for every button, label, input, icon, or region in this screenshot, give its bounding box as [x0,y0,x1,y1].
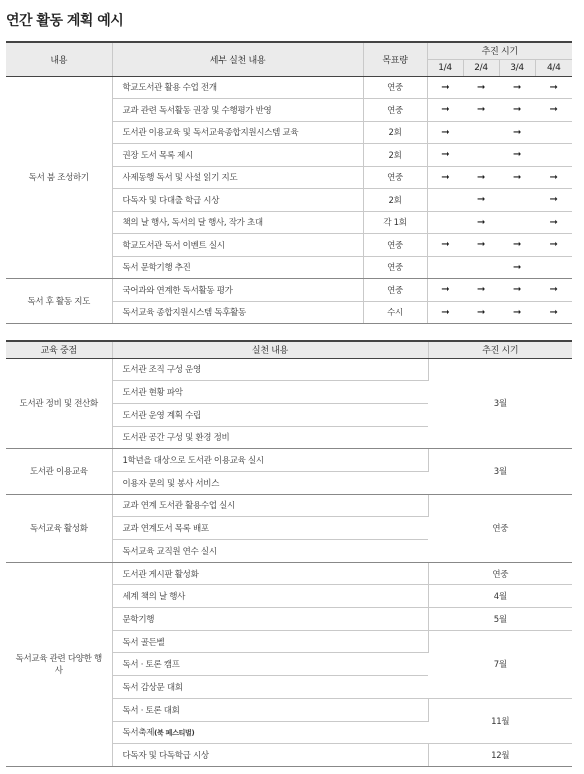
target-cell: 연중 [363,166,427,189]
arrow-icon [463,121,499,144]
arrow-icon: ➞ [499,279,535,302]
practice-cell [112,721,428,744]
practice-text: 교과 연계 도서관 활용수업 실시 [122,501,235,512]
detail-cell: 독서교육 종합지원시스템 독후활동 [112,301,363,324]
practice-text: 교과 연계도서 목록 배포 [122,524,209,535]
header-quarter: 3/4 [499,59,535,76]
arrow-icon [535,121,572,144]
arrow-icon: ➞ [427,234,463,257]
arrow-icon: ➞ [535,166,572,189]
education-focus-table [6,340,572,767]
detail-cell: 사제동행 독서 및 사설 읽기 지도 [112,166,363,189]
arrow-icon: ➞ [499,234,535,257]
header-period: 추진 시기 [427,42,572,59]
detail-cell: 책의 날 행사, 독서의 달 행사, 작가 초대 [112,211,363,234]
arrow-icon: ➞ [499,166,535,189]
period-cell: 연중 [428,494,572,562]
practice-cell [112,676,428,699]
annual-plan-table [6,41,572,324]
arrow-icon: ➞ [427,279,463,302]
focus-name: 독서교육 활성화 [6,494,112,562]
header-practice: 실천 내용 [112,341,428,358]
practice-text: 독서 감상문 대회 [122,682,183,693]
arrow-icon: ➞ [463,279,499,302]
practice-cell [112,494,428,517]
target-cell: 2회 [363,121,427,144]
arrow-icon: ➞ [535,234,572,257]
practice-cell [112,517,428,540]
focus-name: 도서관 정비 및 전산화 [6,358,112,449]
practice-cell [112,403,428,426]
target-cell: 연중 [363,234,427,257]
practice-cell [112,630,428,653]
arrow-icon [499,211,535,234]
practice-text: 도서관 현황 파악 [122,388,183,399]
period-cell: 3월 [428,449,572,494]
practice-text: 도서관 운영 계획 수립 [122,410,201,421]
arrow-icon: ➞ [535,279,572,302]
target-cell: 연중 [363,99,427,122]
practice-cell [112,744,428,767]
practice-text: 이용자 문의 및 봉사 서비스 [122,478,220,489]
period-cell: 12월 [428,744,572,767]
period-cell: 3월 [428,358,572,449]
arrow-icon [427,189,463,212]
practice-text: 독서 · 토론 캠프 [122,660,180,671]
header-content: 내용 [6,42,112,76]
practice-suffix: (북 페스티벌) [154,729,195,738]
practice-cell [112,449,428,472]
practice-row [6,449,572,472]
target-cell: 연중 [363,279,427,302]
period-cell: 11월 [428,698,572,743]
target-cell: 2회 [363,144,427,167]
period-cell: 4월 [428,585,572,608]
arrow-icon [463,256,499,279]
arrow-icon: ➞ [463,234,499,257]
practice-cell [112,381,428,404]
practice-text: 독서교육 교직원 연수 실시 [122,546,217,557]
group-name: 독서 후 활동 지도 [6,279,112,324]
arrow-icon: ➞ [427,121,463,144]
practice-text: 도서관 공간 구성 및 환경 정비 [122,433,230,444]
header-target: 목표량 [363,42,427,76]
arrow-icon: ➞ [535,189,572,212]
arrow-icon: ➞ [463,189,499,212]
detail-cell: 학교도서관 독서 이벤트 실시 [112,234,363,257]
focus-name: 독서교육 관련 다양한 행사 [6,562,112,766]
group-name: 독서 붐 조성하기 [6,76,112,279]
practice-cell [112,562,428,585]
practice-row [6,562,572,585]
plan-row [6,76,572,99]
arrow-icon: ➞ [535,301,572,324]
detail-cell: 교과 관련 독서활동 권장 및 수행평가 반영 [112,99,363,122]
arrow-icon [427,256,463,279]
practice-text: 도서관 조직 구성 운영 [122,365,201,376]
arrow-icon [427,211,463,234]
target-cell: 수시 [363,301,427,324]
arrow-icon: ➞ [499,99,535,122]
practice-cell [112,653,428,676]
practice-row [6,358,572,381]
arrow-icon: ➞ [427,76,463,99]
detail-cell: 다독자 및 다대출 학급 시상 [112,189,363,212]
arrow-icon: ➞ [427,99,463,122]
detail-cell: 독서 문학기행 추진 [112,256,363,279]
arrow-icon: ➞ [535,99,572,122]
arrow-icon: ➞ [463,166,499,189]
arrow-icon [463,144,499,167]
arrow-icon: ➞ [499,256,535,279]
arrow-icon: ➞ [499,301,535,324]
arrow-icon: ➞ [463,76,499,99]
arrow-icon: ➞ [499,144,535,167]
arrow-icon: ➞ [499,121,535,144]
period-cell: 5월 [428,608,572,631]
detail-cell: 국어과와 연계한 독서활동 평가 [112,279,363,302]
practice-text: 독서 골든벨 [122,637,165,648]
arrow-icon: ➞ [535,76,572,99]
focus-name: 도서관 이용교육 [6,449,112,494]
target-cell: 각 1회 [363,211,427,234]
practice-cell [112,358,428,381]
detail-cell: 학교도서관 활용 수업 전개 [112,76,363,99]
arrow-icon [499,189,535,212]
header-detail: 세부 실천 내용 [112,42,363,76]
practice-cell [112,540,428,563]
practice-text: 문학기행 [122,614,155,625]
header-quarter: 2/4 [463,59,499,76]
practice-text: 도서관 게시판 활성화 [122,569,199,580]
arrow-icon: ➞ [427,144,463,167]
practice-cell [112,608,428,631]
practice-text: 독서축제 [122,728,155,739]
arrow-icon [535,144,572,167]
period-cell: 7월 [428,630,572,698]
practice-row [6,494,572,517]
header-focus: 교육 중점 [6,341,112,358]
arrow-icon: ➞ [463,211,499,234]
period-cell: 연중 [428,562,572,585]
practice-text: 세계 책의 날 행사 [122,592,186,603]
plan-row [6,279,572,302]
arrow-icon: ➞ [427,166,463,189]
arrow-icon: ➞ [427,301,463,324]
arrow-icon: ➞ [499,76,535,99]
target-cell: 2회 [363,189,427,212]
arrow-icon: ➞ [463,301,499,324]
arrow-icon: ➞ [463,99,499,122]
header-quarter: 4/4 [535,59,572,76]
practice-cell [112,471,428,494]
practice-cell [112,426,428,449]
page-title: 연간 활동 계획 예시 [6,13,124,29]
practice-text: 1학년을 대상으로 도서관 이용교육 실시 [122,456,264,467]
practice-text: 다독자 및 다독학급 시상 [122,751,209,762]
practice-text: 독서 · 토론 대회 [122,705,180,716]
header-quarter: 1/4 [427,59,463,76]
detail-cell: 권장 도서 목록 제시 [112,144,363,167]
arrow-icon [535,256,572,279]
target-cell: 연중 [363,256,427,279]
target-cell: 연중 [363,76,427,99]
practice-cell [112,585,428,608]
arrow-icon: ➞ [535,211,572,234]
header-period: 추진 시기 [428,341,572,358]
detail-cell: 도서관 이용교육 및 독서교육종합지원시스템 교육 [112,121,363,144]
practice-cell [112,698,428,721]
